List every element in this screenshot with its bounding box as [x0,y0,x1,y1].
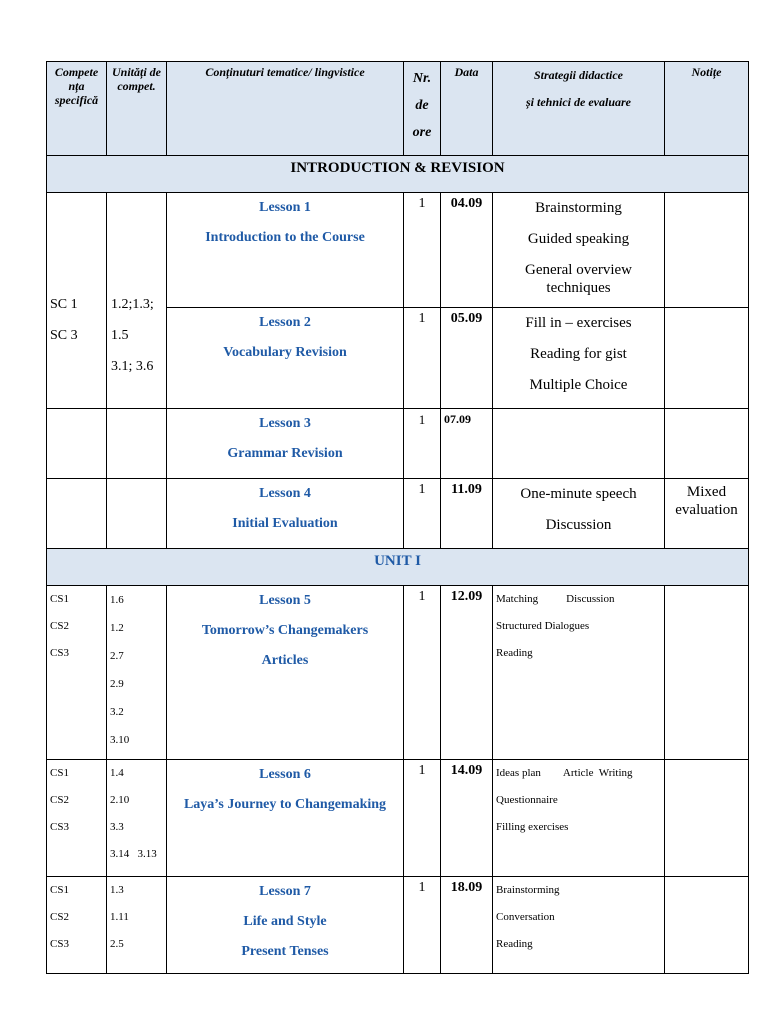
notes-cell [665,586,749,760]
table-row [47,877,749,974]
lesson-plan-table [46,61,749,974]
notes-cell [665,877,749,974]
units-cell: 1.2;1.3; 1.5 3.1; 3.6 [107,193,167,409]
date-cell: 04.09 [441,193,493,308]
competence-cell [47,409,107,479]
lesson-content-cell: Lesson 7 Life and Style Present Tenses [167,877,404,974]
header-content: Conținuturi tematice/ lingvistice [167,62,404,156]
lesson-content-cell: Lesson 3 Grammar Revision [167,409,404,479]
notes-cell [665,760,749,877]
notes-cell: Mixed evaluation [665,479,749,549]
hours-cell: 1 [404,308,441,409]
hours-cell: 1 [404,193,441,308]
competence-cell: SC 1 SC 3 [47,193,107,409]
competence-cell: CS1 CS2 CS3 [47,877,107,974]
header-hours: Nr. de ore [404,62,441,156]
strategies-cell: Fill in – exercises Reading for gist Multiple Choice [493,308,665,409]
section-row-unit1 [47,549,749,586]
date-cell: 12.09 [441,586,493,760]
hours-cell: 1 [404,479,441,549]
hours-cell: 1 [404,760,441,877]
section-title: INTRODUCTION & REVISION [47,156,749,193]
date-cell: 18.09 [441,877,493,974]
lesson-content-cell: Lesson 4 Initial Evaluation [167,479,404,549]
header-strategies: Strategii didactice și tehnici de evaluare [493,62,665,156]
units-cell [107,479,167,549]
date-cell: 05.09 [441,308,493,409]
lesson-content-cell: Lesson 6 Laya’s Journey to Changemaking [167,760,404,877]
competence-cell [47,479,107,549]
strategies-cell [493,409,665,479]
section-row-intro [47,156,749,193]
hours-cell: 1 [404,877,441,974]
lesson-content-cell: Lesson 1 Introduction to the Course [167,193,404,308]
hours-cell: 1 [404,409,441,479]
table-row [47,193,749,308]
notes-cell [665,409,749,479]
units-cell: 1.3 1.11 2.5 [107,877,167,974]
strategies-cell: Brainstorming Guided speaking General overview techniques [493,193,665,308]
units-cell: 1.4 2.10 3.3 3.14 3.13 [107,760,167,877]
strategies-cell: Ideas plan Article Writing Questionnaire Filling exercises [493,760,665,877]
table-row [47,760,749,877]
header-units: Unități de compet. [107,62,167,156]
strategies-cell: Matching Discussion Structured Dialogues Reading [493,586,665,760]
units-cell [107,409,167,479]
notes-cell [665,193,749,308]
section-title: UNIT I [47,549,749,586]
table-row [47,586,749,760]
date-cell: 11.09 [441,479,493,549]
competence-cell: CS1 CS2 CS3 [47,586,107,760]
date-cell: 07.09 [441,409,493,479]
units-cell: 1.6 1.2 2.7 2.9 3.2 3.10 [107,586,167,760]
table-row [47,409,749,479]
hours-cell: 1 [404,586,441,760]
header-competence: Compete nța specifică [47,62,107,156]
lesson-content-cell: Lesson 2 Vocabulary Revision [167,308,404,409]
strategies-cell: Brainstorming Conversation Reading [493,877,665,974]
lesson-content-cell: Lesson 5 Tomorrow’s Changemakers Articles [167,586,404,760]
competence-cell: CS1 CS2 CS3 [47,760,107,877]
table-row [47,479,749,549]
header-date: Data [441,62,493,156]
strategies-cell: One-minute speech Discussion [493,479,665,549]
notes-cell [665,308,749,409]
header-notes: Notițe [665,62,749,156]
date-cell: 14.09 [441,760,493,877]
header-row [47,62,749,156]
